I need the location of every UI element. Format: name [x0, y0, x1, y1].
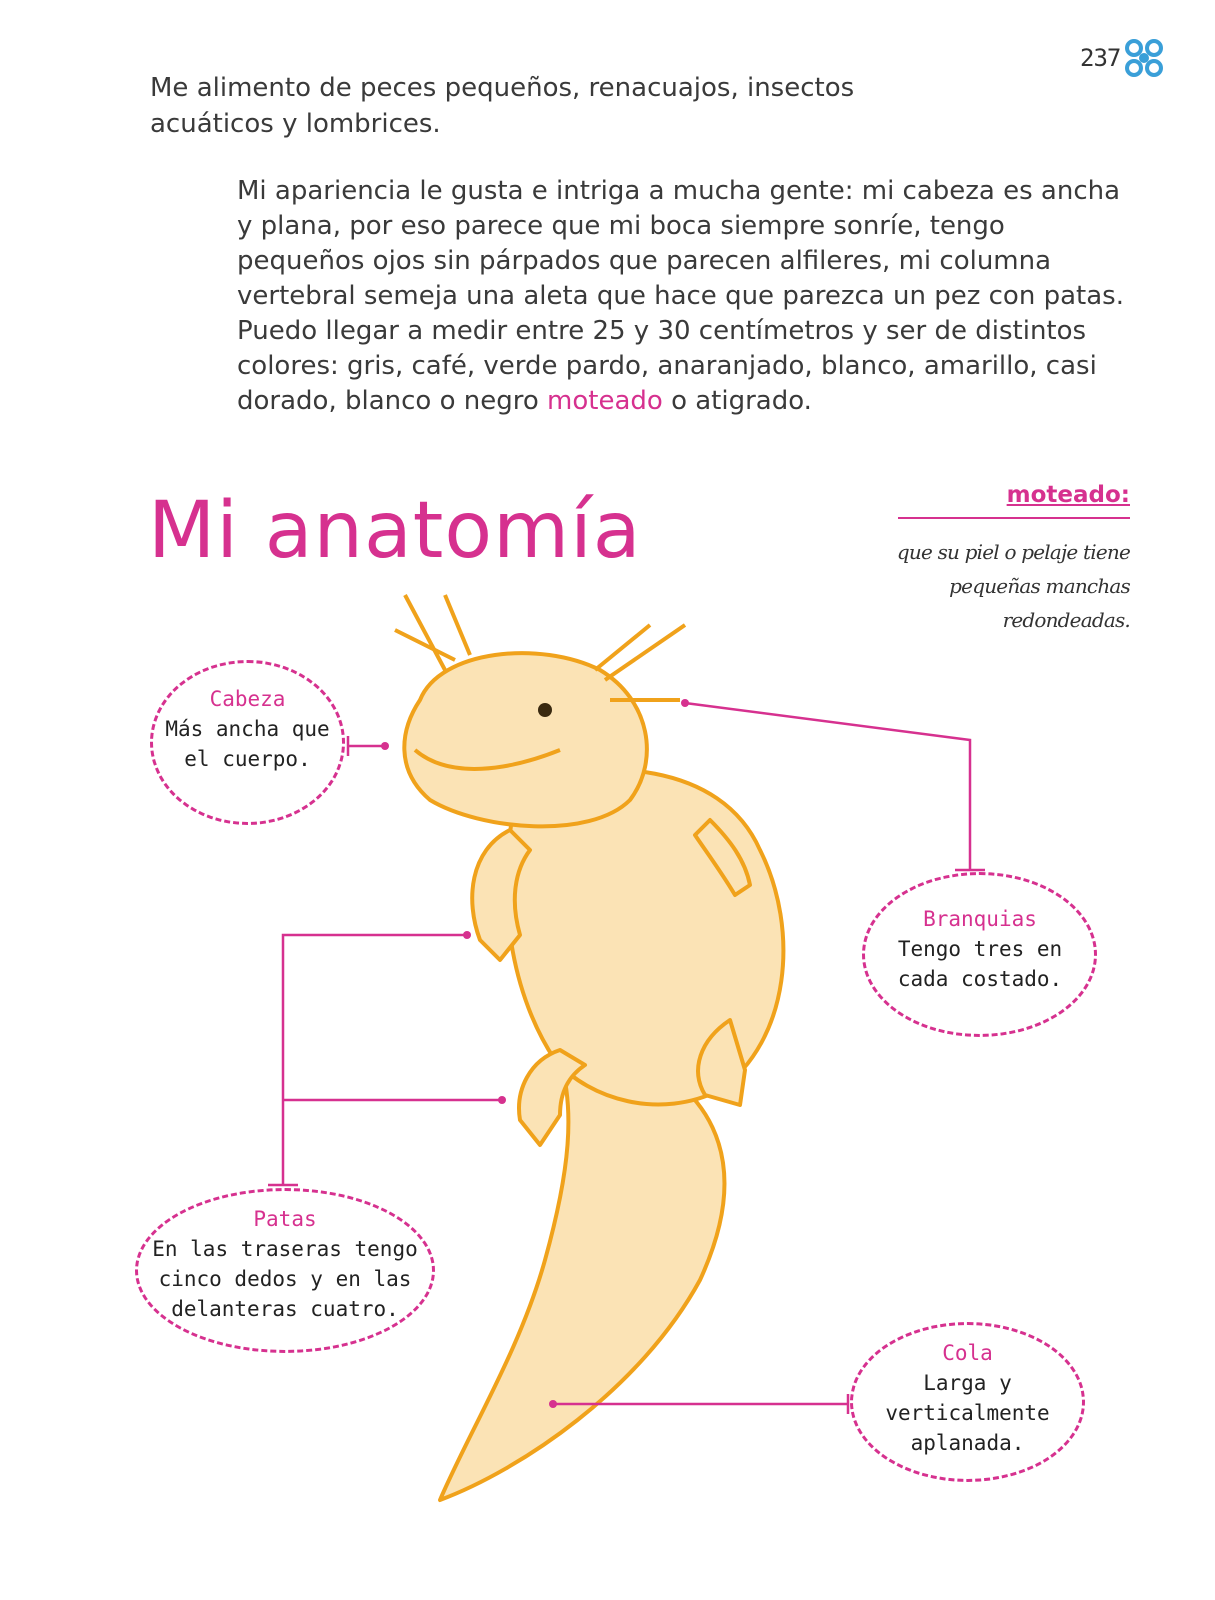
- highlighted-term[interactable]: moteado: [547, 386, 663, 416]
- axolotl-illustration: [395, 595, 783, 1500]
- label-cabeza-text: Más ancha que el cuerpo.: [165, 717, 330, 771]
- label-branquias-text: Tengo tres en cada costado.: [897, 937, 1063, 991]
- label-patas: [150, 1204, 420, 1324]
- label-cola: [870, 1338, 1065, 1458]
- label-cabeza: [160, 684, 335, 774]
- glossary-definition: que su piel o pelaje tiene pequeñas manchas redondeadas.: [896, 540, 1130, 632]
- label-cabeza-title: Cabeza: [209, 687, 286, 711]
- page-number: 237: [1080, 44, 1121, 72]
- paragraph-text: Mi apariencia le gusta e intriga a mucha gente: mi cabeza es ancha y plana, por eso parece que mi boca siempre sonríe, tengo pequeños ojos sin párpados que parecen alfileres, mi columna vertebral semeja una aleta que hace que parezca un pez con patas. Puedo llegar a medir entre 25 y 30 centímetros y ser de distintos colores: gris, café, verde pardo, anaranjado, blanco, amarillo, casi dorado, blanco o negro: [237, 176, 1124, 416]
- paragraph-text-end: o atigrado.: [662, 386, 812, 416]
- label-patas-text: En las traseras tengo cinco dedos y en las delanteras cuatro.: [152, 1237, 418, 1321]
- label-branquias: [880, 904, 1080, 994]
- label-patas-title: Patas: [253, 1207, 317, 1231]
- section-title: Mi anatomía: [148, 486, 642, 576]
- glossary-term: moteado:: [1006, 482, 1130, 508]
- label-cola-title: Cola: [942, 1341, 993, 1365]
- label-cola-text: Larga y verticalmente aplanada.: [885, 1371, 1050, 1455]
- intro-paragraph-1: Me alimento de peces pequeños, renacuajos, insectos acuáticos y lombrices.: [150, 73, 855, 139]
- label-branquias-title: Branquias: [923, 907, 1037, 931]
